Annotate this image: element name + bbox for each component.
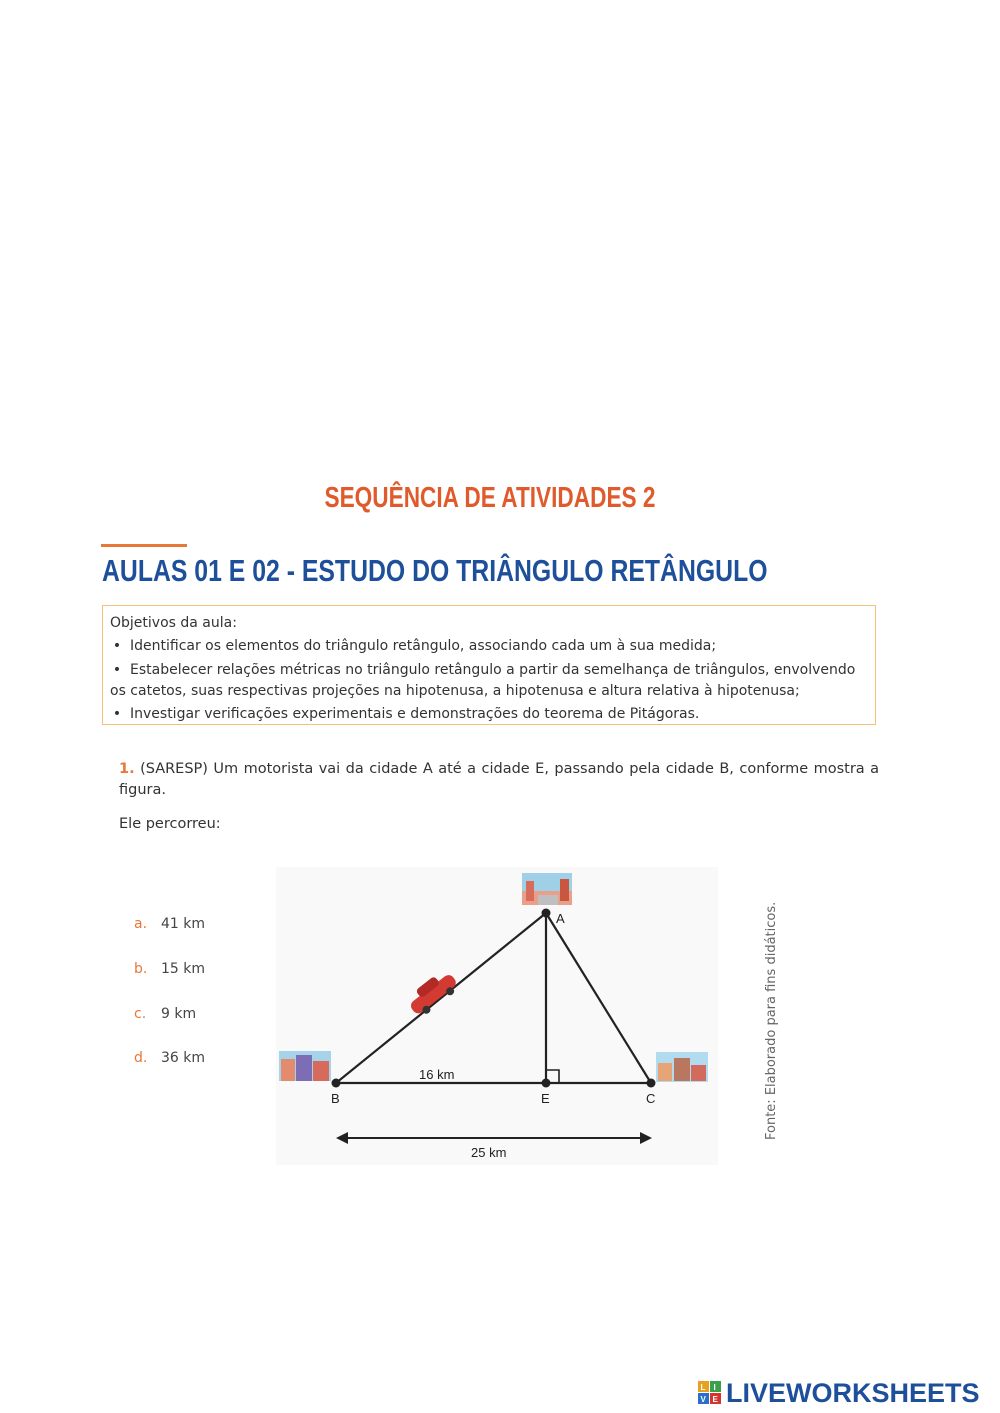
label-bc-length: 25 km	[471, 1145, 507, 1160]
triangle-figure	[276, 867, 718, 1165]
objective-item: • Estabelecer relações métricas no triângulo retângulo a partir da semelhança de triângulos, envolvendo	[110, 662, 855, 678]
question-statement: (SARESP) Um motorista vai da cidade A até a cidade E, passando pela cidade B, conforme mostra a figura.	[119, 761, 880, 798]
bullet-icon: •	[112, 638, 122, 654]
footer-brand: LIVEWORKSHEETS	[726, 1378, 980, 1408]
label-c: C	[646, 1091, 656, 1106]
label-e: E	[541, 1091, 550, 1106]
svg-text:V: V	[700, 1395, 706, 1404]
question-number: 1.	[119, 761, 135, 777]
svg-text:L: L	[700, 1383, 706, 1392]
sequence-title: SEQUÊNCIA DE ATIVIDADES 2	[324, 482, 656, 514]
svg-text:E: E	[712, 1395, 718, 1404]
label-a: A	[556, 911, 565, 926]
objective-item-continuation: os catetos, suas respectivas projeções na hipotenusa, a hipotenusa e altura relativa à hipotenusa;	[110, 683, 800, 699]
point-a	[542, 909, 551, 918]
figure-background	[276, 867, 718, 1165]
answer-option-b[interactable]: b. 15 km	[134, 961, 206, 977]
city-b-icon	[279, 1051, 331, 1081]
title-divider	[101, 544, 187, 547]
svg-text:I: I	[713, 1383, 716, 1392]
label-b: B	[331, 1091, 340, 1106]
question-prompt: Ele percorreu:	[119, 816, 221, 832]
answer-option-d[interactable]: d. 36 km	[134, 1050, 206, 1066]
point-c	[647, 1079, 656, 1088]
point-b	[332, 1079, 341, 1088]
answer-option-c[interactable]: c. 9 km	[134, 1006, 197, 1022]
lesson-title: AULAS 01 E 02 - ESTUDO DO TRIÂNGULO RETÂNGULO	[102, 553, 768, 588]
logo-icon	[698, 1381, 722, 1405]
bullet-icon: •	[112, 662, 122, 678]
objectives-heading: Objetivos da aula:	[110, 615, 237, 631]
city-c-icon	[656, 1052, 708, 1082]
question-text	[119, 759, 879, 801]
figure-source: Fonte: Elaborado para fins didáticos.	[764, 901, 779, 1140]
city-a-icon	[522, 873, 572, 905]
answer-option-a[interactable]: a. 41 km	[134, 916, 206, 932]
liveworksheets-logo	[698, 1378, 998, 1408]
bullet-icon: •	[112, 706, 122, 722]
objectives-box	[102, 605, 876, 725]
point-e	[542, 1079, 551, 1088]
objective-item: • Identificar os elementos do triângulo retângulo, associando cada um à sua medida;	[110, 638, 716, 654]
label-be-length: 16 km	[419, 1067, 455, 1082]
objective-item: • Investigar verificações experimentais e demonstrações do teorema de Pitágoras.	[110, 706, 699, 722]
